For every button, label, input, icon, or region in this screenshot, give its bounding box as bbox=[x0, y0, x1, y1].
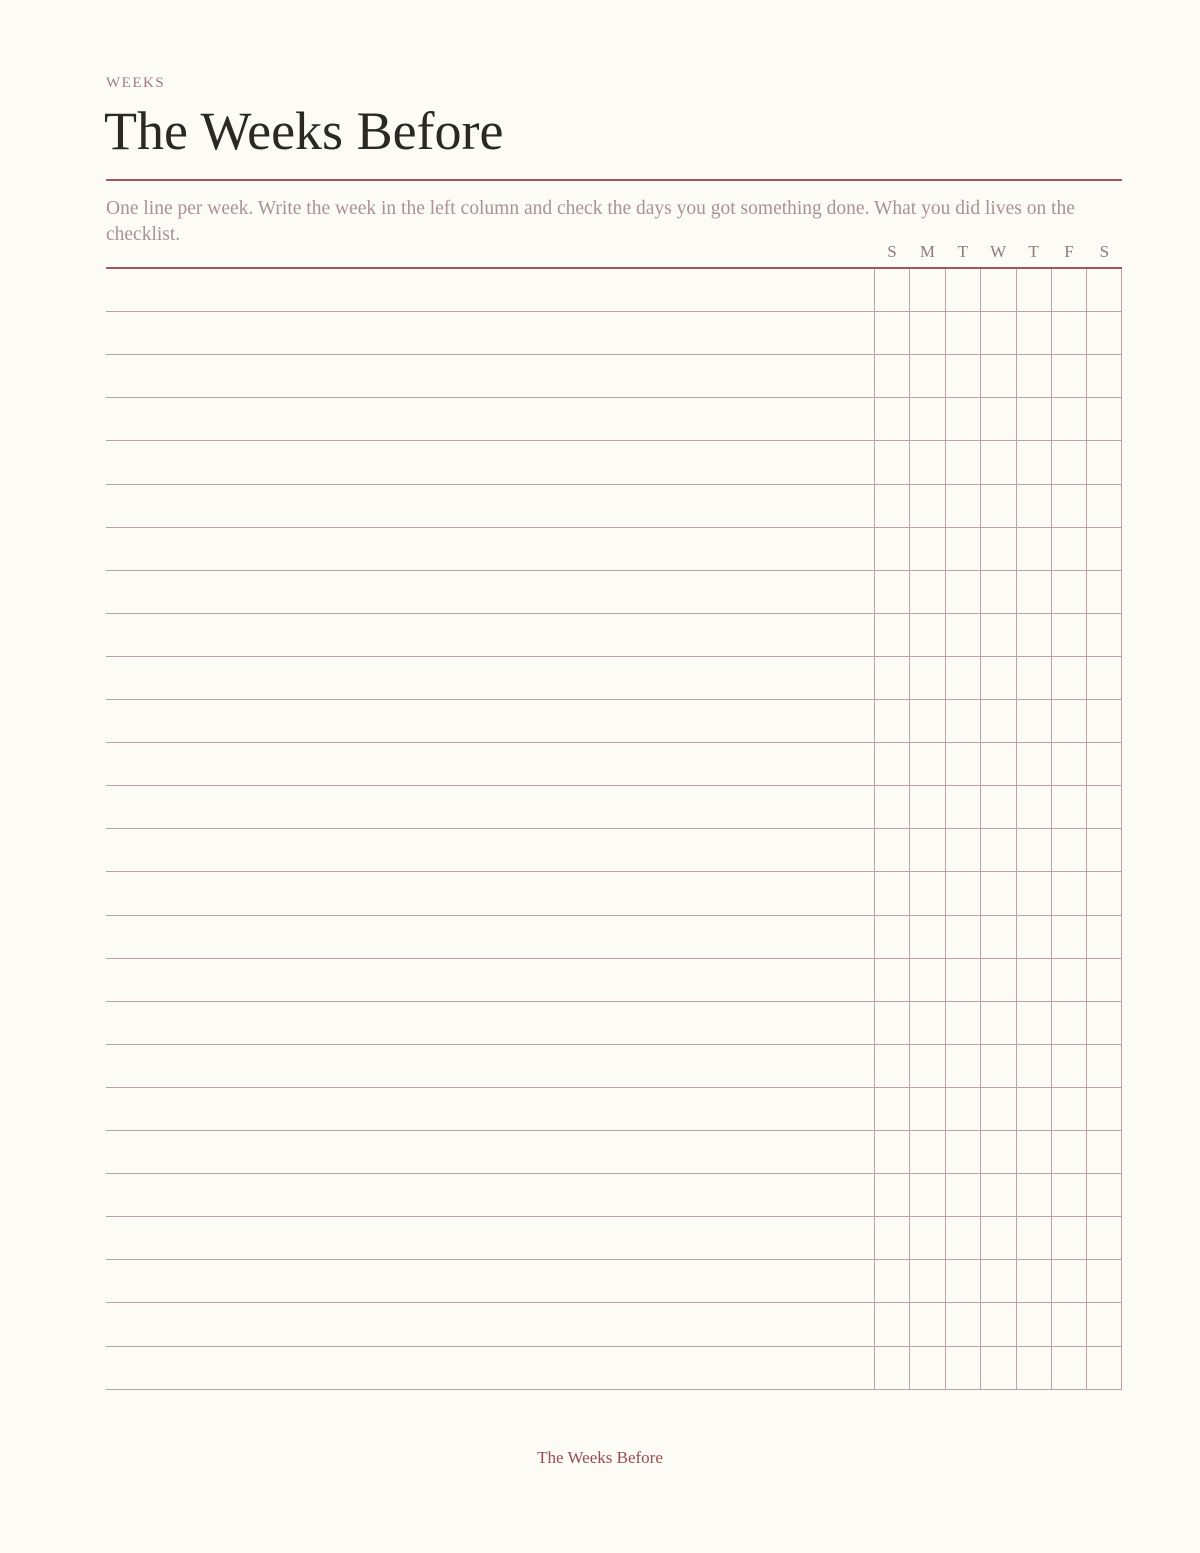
day-checkbox[interactable] bbox=[980, 312, 1015, 355]
day-header-3: W bbox=[990, 242, 1007, 261]
day-header-5: F bbox=[1064, 242, 1074, 261]
day-checkbox[interactable] bbox=[874, 1347, 909, 1390]
day-checkbox[interactable] bbox=[1016, 398, 1051, 441]
day-checkbox[interactable] bbox=[980, 614, 1015, 657]
day-checkbox[interactable] bbox=[945, 571, 980, 614]
week-entry-line[interactable] bbox=[106, 700, 874, 743]
day-checkbox[interactable] bbox=[1051, 1045, 1086, 1088]
day-checkbox[interactable] bbox=[1016, 872, 1051, 915]
day-checkbox[interactable] bbox=[1016, 1260, 1051, 1303]
day-checkbox[interactable] bbox=[909, 916, 944, 959]
week-entry-line[interactable] bbox=[106, 1347, 874, 1390]
page-footer: The Weeks Before bbox=[537, 1448, 663, 1467]
day-header-4: T bbox=[1028, 242, 1039, 261]
day-checkbox[interactable] bbox=[1051, 786, 1086, 829]
day-checkbox[interactable] bbox=[1086, 1002, 1121, 1045]
day-checkbox[interactable] bbox=[945, 657, 980, 700]
day-checkbox[interactable] bbox=[909, 355, 944, 398]
day-checkbox[interactable] bbox=[909, 829, 944, 872]
day-checkbox[interactable] bbox=[1016, 916, 1051, 959]
day-checkbox[interactable] bbox=[945, 269, 980, 312]
week-entry-line[interactable] bbox=[106, 1303, 874, 1346]
day-checkbox[interactable] bbox=[945, 1347, 980, 1390]
day-checkbox[interactable] bbox=[874, 398, 909, 441]
day-checkbox[interactable] bbox=[874, 829, 909, 872]
day-checkbox[interactable] bbox=[945, 312, 980, 355]
week-entry-line[interactable] bbox=[106, 355, 874, 398]
day-checkbox[interactable] bbox=[874, 269, 909, 312]
day-checkbox[interactable] bbox=[874, 1131, 909, 1174]
day-checkbox[interactable] bbox=[1016, 1131, 1051, 1174]
day-checkbox[interactable] bbox=[1086, 916, 1121, 959]
day-checkbox[interactable] bbox=[1051, 312, 1086, 355]
week-entry-line[interactable] bbox=[106, 269, 874, 312]
day-checkbox[interactable] bbox=[945, 614, 980, 657]
week-entry-line[interactable] bbox=[106, 786, 874, 829]
day-checkbox[interactable] bbox=[874, 1002, 909, 1045]
day-checkbox[interactable] bbox=[945, 872, 980, 915]
day-checkbox[interactable] bbox=[1051, 269, 1086, 312]
day-checkbox[interactable] bbox=[1016, 786, 1051, 829]
day-checkbox[interactable] bbox=[1016, 1045, 1051, 1088]
day-checkbox[interactable] bbox=[909, 786, 944, 829]
day-checkbox[interactable] bbox=[1086, 269, 1121, 312]
day-checkbox[interactable] bbox=[1016, 1174, 1051, 1217]
day-checkbox[interactable] bbox=[1016, 743, 1051, 786]
day-checkbox[interactable] bbox=[1016, 1217, 1051, 1260]
day-checkbox[interactable] bbox=[909, 485, 944, 528]
day-checkbox[interactable] bbox=[980, 269, 1015, 312]
day-checkbox[interactable] bbox=[945, 1002, 980, 1045]
week-entry-line[interactable] bbox=[106, 1217, 874, 1260]
day-checkbox[interactable] bbox=[1051, 441, 1086, 484]
day-checkbox[interactable] bbox=[1016, 355, 1051, 398]
day-checkbox[interactable] bbox=[980, 829, 1015, 872]
day-checkbox[interactable] bbox=[909, 441, 944, 484]
day-checkbox[interactable] bbox=[1086, 528, 1121, 571]
day-checkbox[interactable] bbox=[1016, 614, 1051, 657]
week-entry-line[interactable] bbox=[106, 1174, 874, 1217]
day-checkbox[interactable] bbox=[1086, 743, 1121, 786]
day-checkbox[interactable] bbox=[1016, 657, 1051, 700]
day-checkbox[interactable] bbox=[980, 657, 1015, 700]
day-checkbox[interactable] bbox=[1016, 1002, 1051, 1045]
day-checkbox[interactable] bbox=[945, 700, 980, 743]
page-title: The Weeks Before bbox=[104, 101, 504, 161]
week-entry-line[interactable] bbox=[106, 485, 874, 528]
day-checkbox[interactable] bbox=[980, 1045, 1015, 1088]
day-checkbox[interactable] bbox=[945, 1260, 980, 1303]
day-checkbox[interactable] bbox=[1086, 1045, 1121, 1088]
day-checkbox[interactable] bbox=[1051, 1002, 1086, 1045]
day-checkbox[interactable] bbox=[945, 1131, 980, 1174]
day-checkbox[interactable] bbox=[1051, 528, 1086, 571]
day-checkbox[interactable] bbox=[874, 743, 909, 786]
day-checkbox[interactable] bbox=[874, 312, 909, 355]
day-checkbox[interactable] bbox=[874, 485, 909, 528]
day-checkbox[interactable] bbox=[1051, 657, 1086, 700]
day-checkbox[interactable] bbox=[909, 614, 944, 657]
day-checkbox[interactable] bbox=[1086, 571, 1121, 614]
week-entry-line[interactable] bbox=[106, 398, 874, 441]
day-checkbox[interactable] bbox=[980, 528, 1015, 571]
day-checkbox[interactable] bbox=[909, 959, 944, 1002]
day-checkbox[interactable] bbox=[1051, 355, 1086, 398]
day-checkbox[interactable] bbox=[1016, 1303, 1051, 1346]
day-checkbox[interactable] bbox=[980, 1131, 1015, 1174]
column-line bbox=[980, 269, 981, 1390]
day-checkbox[interactable] bbox=[909, 1131, 944, 1174]
day-checkbox[interactable] bbox=[1016, 1088, 1051, 1131]
day-checkbox[interactable] bbox=[945, 916, 980, 959]
day-checkbox[interactable] bbox=[874, 786, 909, 829]
week-entry-line[interactable] bbox=[106, 441, 874, 484]
week-entry-line[interactable] bbox=[106, 829, 874, 872]
day-checkbox[interactable] bbox=[1086, 657, 1121, 700]
day-checkbox[interactable] bbox=[945, 441, 980, 484]
day-checkbox[interactable] bbox=[1051, 614, 1086, 657]
day-checkbox[interactable] bbox=[874, 1303, 909, 1346]
day-checkbox[interactable] bbox=[874, 1217, 909, 1260]
day-header-1: M bbox=[919, 242, 935, 261]
day-checkbox[interactable] bbox=[1016, 571, 1051, 614]
week-entry-line[interactable] bbox=[106, 1088, 874, 1131]
day-checkbox[interactable] bbox=[1086, 398, 1121, 441]
day-checkbox[interactable] bbox=[909, 1347, 944, 1390]
day-checkbox[interactable] bbox=[980, 916, 1015, 959]
day-checkbox[interactable] bbox=[909, 312, 944, 355]
day-checkbox[interactable] bbox=[980, 700, 1015, 743]
week-entry-line[interactable] bbox=[106, 1002, 874, 1045]
day-checkbox[interactable] bbox=[909, 743, 944, 786]
day-checkbox[interactable] bbox=[980, 571, 1015, 614]
week-entry-line[interactable] bbox=[106, 959, 874, 1002]
day-checkbox[interactable] bbox=[1086, 355, 1121, 398]
day-checkbox[interactable] bbox=[874, 959, 909, 1002]
day-checkbox[interactable] bbox=[945, 1174, 980, 1217]
row-line bbox=[106, 1389, 1122, 1390]
week-entry-line[interactable] bbox=[106, 916, 874, 959]
day-checkbox[interactable] bbox=[909, 872, 944, 915]
day-checkbox[interactable] bbox=[1051, 1088, 1086, 1131]
week-entry-line[interactable] bbox=[106, 657, 874, 700]
day-checkbox[interactable] bbox=[909, 657, 944, 700]
day-checkbox[interactable] bbox=[945, 743, 980, 786]
day-checkbox[interactable] bbox=[1086, 959, 1121, 1002]
day-checkbox[interactable] bbox=[909, 1260, 944, 1303]
day-checkbox[interactable] bbox=[874, 1045, 909, 1088]
day-checkbox[interactable] bbox=[945, 1217, 980, 1260]
day-checkbox[interactable] bbox=[1051, 1217, 1086, 1260]
day-checkbox[interactable] bbox=[1051, 1174, 1086, 1217]
day-checkbox[interactable] bbox=[874, 528, 909, 571]
day-checkbox[interactable] bbox=[909, 571, 944, 614]
day-checkbox[interactable] bbox=[1016, 1347, 1051, 1390]
week-entry-line[interactable] bbox=[106, 872, 874, 915]
day-checkbox[interactable] bbox=[1086, 1174, 1121, 1217]
column-line bbox=[1121, 269, 1122, 1390]
day-checkbox[interactable] bbox=[1051, 829, 1086, 872]
week-entry-line[interactable] bbox=[106, 312, 874, 355]
day-checkbox[interactable] bbox=[1051, 571, 1086, 614]
day-checkbox[interactable] bbox=[1086, 872, 1121, 915]
week-entry-line[interactable] bbox=[106, 743, 874, 786]
day-checkbox[interactable] bbox=[909, 1303, 944, 1346]
week-entry-line[interactable] bbox=[106, 1045, 874, 1088]
day-checkbox[interactable] bbox=[980, 1174, 1015, 1217]
day-checkbox[interactable] bbox=[1051, 1347, 1086, 1390]
day-checkbox[interactable] bbox=[1086, 700, 1121, 743]
week-entry-line[interactable] bbox=[106, 1131, 874, 1174]
day-checkbox[interactable] bbox=[1051, 1260, 1086, 1303]
day-checkbox[interactable] bbox=[945, 959, 980, 1002]
column-line bbox=[909, 269, 910, 1390]
day-checkbox[interactable] bbox=[1016, 528, 1051, 571]
day-checkbox[interactable] bbox=[874, 657, 909, 700]
day-checkbox[interactable] bbox=[1086, 1347, 1121, 1390]
day-header-6: S bbox=[1099, 242, 1110, 261]
day-checkbox[interactable] bbox=[980, 485, 1015, 528]
day-checkbox[interactable] bbox=[909, 528, 944, 571]
day-checkbox[interactable] bbox=[1016, 269, 1051, 312]
day-checkbox[interactable] bbox=[909, 1002, 944, 1045]
section-kicker: WEEKS bbox=[106, 75, 166, 91]
day-checkbox[interactable] bbox=[1086, 1217, 1121, 1260]
column-line bbox=[874, 269, 875, 1390]
day-checkbox[interactable] bbox=[980, 1347, 1015, 1390]
day-checkbox[interactable] bbox=[945, 829, 980, 872]
day-checkbox[interactable] bbox=[1051, 398, 1086, 441]
day-checkbox[interactable] bbox=[874, 355, 909, 398]
day-checkbox[interactable] bbox=[1016, 959, 1051, 1002]
day-checkbox[interactable] bbox=[945, 485, 980, 528]
column-line bbox=[1086, 269, 1087, 1390]
column-line bbox=[1016, 269, 1017, 1390]
day-checkbox[interactable] bbox=[980, 1088, 1015, 1131]
day-checkbox[interactable] bbox=[945, 786, 980, 829]
title-divider bbox=[106, 179, 1122, 181]
day-checkbox[interactable] bbox=[945, 398, 980, 441]
day-checkbox[interactable] bbox=[1086, 1303, 1121, 1346]
day-checkbox[interactable] bbox=[980, 398, 1015, 441]
week-entry-line[interactable] bbox=[106, 614, 874, 657]
day-checkbox[interactable] bbox=[980, 743, 1015, 786]
week-entry-line[interactable] bbox=[106, 528, 874, 571]
column-line bbox=[945, 269, 946, 1390]
day-checkbox[interactable] bbox=[1051, 916, 1086, 959]
day-checkbox[interactable] bbox=[874, 872, 909, 915]
day-checkbox[interactable] bbox=[980, 1217, 1015, 1260]
day-checkbox[interactable] bbox=[945, 528, 980, 571]
day-checkbox[interactable] bbox=[980, 441, 1015, 484]
day-checkbox[interactable] bbox=[909, 269, 944, 312]
day-checkbox[interactable] bbox=[1086, 441, 1121, 484]
day-checkbox[interactable] bbox=[980, 786, 1015, 829]
day-checkbox[interactable] bbox=[1086, 829, 1121, 872]
day-checkbox[interactable] bbox=[874, 614, 909, 657]
day-checkbox[interactable] bbox=[874, 700, 909, 743]
day-checkbox[interactable] bbox=[1086, 485, 1121, 528]
day-checkbox[interactable] bbox=[1051, 700, 1086, 743]
day-checkbox[interactable] bbox=[1016, 829, 1051, 872]
day-checkbox[interactable] bbox=[1016, 312, 1051, 355]
day-checkbox[interactable] bbox=[1051, 1303, 1086, 1346]
day-checkbox[interactable] bbox=[945, 1088, 980, 1131]
day-checkbox[interactable] bbox=[980, 872, 1015, 915]
week-entry-line[interactable] bbox=[106, 1260, 874, 1303]
day-checkbox[interactable] bbox=[1086, 786, 1121, 829]
day-checkbox[interactable] bbox=[1086, 1131, 1121, 1174]
day-checkbox[interactable] bbox=[874, 571, 909, 614]
day-checkbox[interactable] bbox=[1051, 872, 1086, 915]
day-checkbox[interactable] bbox=[980, 1303, 1015, 1346]
day-header-2: T bbox=[957, 242, 968, 261]
day-checkbox[interactable] bbox=[1051, 485, 1086, 528]
day-checkbox[interactable] bbox=[1051, 743, 1086, 786]
day-checkbox[interactable] bbox=[1051, 959, 1086, 1002]
day-checkbox[interactable] bbox=[1051, 1131, 1086, 1174]
day-checkbox[interactable] bbox=[1086, 1088, 1121, 1131]
day-checkbox[interactable] bbox=[980, 1002, 1015, 1045]
day-checkbox[interactable] bbox=[945, 355, 980, 398]
day-header-0: S bbox=[887, 242, 897, 261]
day-checkbox[interactable] bbox=[1016, 441, 1051, 484]
day-checkbox[interactable] bbox=[945, 1303, 980, 1346]
day-checkbox[interactable] bbox=[1086, 614, 1121, 657]
day-checkbox[interactable] bbox=[1016, 485, 1051, 528]
day-checkbox[interactable] bbox=[980, 355, 1015, 398]
day-checkbox[interactable] bbox=[874, 1260, 909, 1303]
day-checkbox[interactable] bbox=[980, 1260, 1015, 1303]
day-checkbox[interactable] bbox=[909, 398, 944, 441]
day-checkbox[interactable] bbox=[874, 1088, 909, 1131]
day-checkbox[interactable] bbox=[1086, 1260, 1121, 1303]
day-checkbox[interactable] bbox=[1086, 312, 1121, 355]
day-checkbox[interactable] bbox=[980, 959, 1015, 1002]
day-checkbox[interactable] bbox=[874, 916, 909, 959]
week-entry-line[interactable] bbox=[106, 571, 874, 614]
day-checkbox[interactable] bbox=[874, 441, 909, 484]
day-checkbox[interactable] bbox=[909, 700, 944, 743]
day-checkbox[interactable] bbox=[909, 1217, 944, 1260]
day-checkbox[interactable] bbox=[909, 1174, 944, 1217]
instructions-text: One line per week. Write the week in the left column and check the days you got something done. What you did lives on the checklist. bbox=[106, 198, 1075, 245]
column-line bbox=[1051, 269, 1052, 1390]
day-checkbox[interactable] bbox=[909, 1088, 944, 1131]
day-checkbox[interactable] bbox=[874, 1174, 909, 1217]
day-checkbox[interactable] bbox=[945, 1045, 980, 1088]
day-checkbox[interactable] bbox=[909, 1045, 944, 1088]
day-checkbox[interactable] bbox=[1016, 700, 1051, 743]
